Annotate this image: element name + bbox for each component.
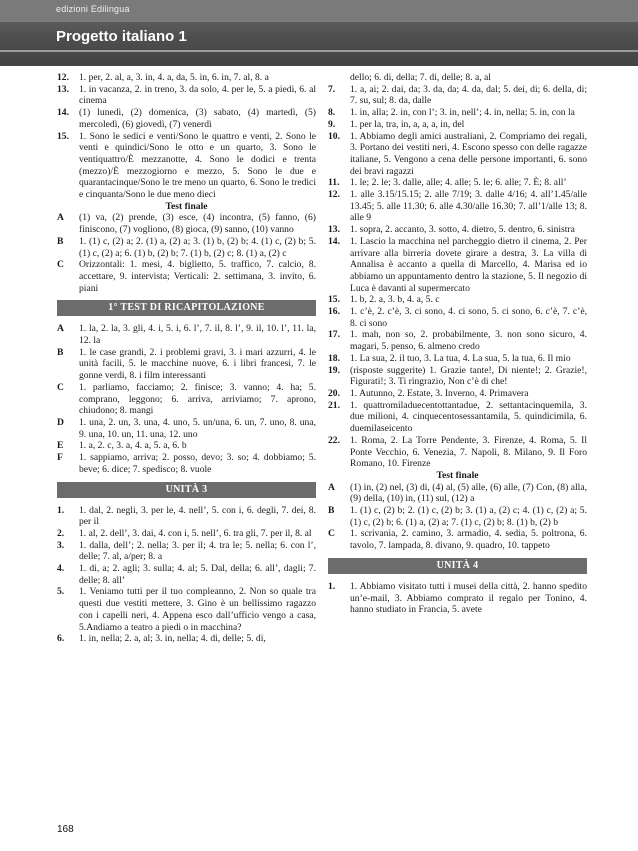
answer-item bbox=[328, 294, 587, 306]
answer-text: 1. dalla, dell’; 2. nella; 3. per il; 4. tra le; 5. nella; 6. con l’, delle; 7. al, a/per; 8. a bbox=[79, 539, 316, 563]
answer-text: 1. dal, 2. negli, 3. per le, 4. nell’, 5. con i, 6. degli, 7. dei, 8. per il bbox=[79, 504, 316, 528]
answer-item bbox=[57, 633, 316, 645]
answer-block bbox=[57, 72, 316, 201]
answer-item bbox=[328, 236, 587, 295]
answer-block bbox=[328, 72, 587, 470]
answer-number: 4. bbox=[57, 563, 65, 575]
answer-item bbox=[57, 417, 316, 440]
answer-number: A bbox=[328, 481, 335, 493]
section-banner: UNITÀ 3 bbox=[57, 482, 316, 498]
section-title: Test finale bbox=[436, 469, 479, 481]
answer-text: 1. quattromiladuecentottantadue, 2. settantacinquemila, 3. due milioni, 4. cinquecentosessantamila, 5. quindicimila, 6. duemilaseicento bbox=[350, 399, 587, 435]
answer-item bbox=[57, 84, 316, 107]
answer-number: 9. bbox=[328, 118, 336, 130]
answer-item bbox=[57, 72, 316, 84]
answer-text: 1. Lascio la macchina nel parcheggio dietro il cinema, 2. Per arrivare alla birreria dovete girare a destra, 3. La villa di Annalisa è accanto a quella di Marcello, 4. Marisa ed io abbiamo un appuntamento dentro la stazione, 5. Il negozio di Luca è davanti al supermercato bbox=[350, 235, 587, 294]
answer-item bbox=[328, 119, 587, 131]
page-header bbox=[0, 0, 638, 66]
answer-number: 1. bbox=[57, 504, 65, 516]
answer-text: 1. in, alla; 2. in, con l’; 3. in, nell’; 4. in, nella; 5. in, con la bbox=[350, 107, 575, 119]
answer-text: (risposte suggerite) 1. Grazie tante!, Di niente!; 2. Grazie!, Figurati!; 3. Ti ringrazio, Non c’è di che! bbox=[350, 364, 587, 388]
answer-number: B bbox=[57, 346, 64, 358]
answer-text: 1. parliamo, facciamo; 2. finisce; 3. vanno; 4. ha; 5. comprano, leggono; 6. arriva, arriviamo; 7. aprono, chiudono; 8. mangi bbox=[79, 381, 316, 417]
answer-item bbox=[328, 72, 587, 84]
answer-text: 1. Sono le sedici e venti/Sono le quattro e venti, 2. Sono le venti e quindici/Sono le otto e un quarto, 3. Sono le ventiquattro/È mezzanotte, 4. Sono le dodici e trenta (mezzo)/È mezzogiorno e mezzo, 5. Sono le due e quarantacinque/Sono le tre meno un quarto, 6. Sono le tredici e cinquanta/Sono le due meno dieci bbox=[79, 130, 316, 201]
answer-text: (1) va, (2) prende, (3) esce, (4) incontra, (5) fanno, (6) finiscono, (7) vogliono, (8) gioca, (9) sanno, (10) vanno bbox=[79, 212, 316, 236]
answer-text: 1. Roma, 2. La Torre Pendente, 3. Firenze, 4. Roma, 5. Il Ponte Vecchio, 6. Venezia, 7. Napoli, 8. Milano, 9. Il Foro Romano, 10. Firenze bbox=[350, 434, 587, 470]
answer-text: 1. c’è, 2. c’è, 3. ci sono, 4. ci sono, 5. ci sono, 6. c’è, 7. c’è, 8. ci sono bbox=[350, 306, 587, 329]
answer-text: 1. le case grandi, 2. i problemi gravi, 3. i mari azzurri, 4. le unità facili, 5. le macchine nuove, 6. i libri francesi, 7. le gonne verdi, 8. i film interessanti bbox=[79, 346, 316, 382]
answer-item bbox=[328, 107, 587, 119]
right-column bbox=[328, 72, 587, 616]
answer-text: (1) lunedì, (2) domenica, (3) sabato, (4) martedì, (5) mercoledì, (6) giovedì, (7) venerdì bbox=[79, 107, 316, 130]
answer-number: 15. bbox=[57, 130, 69, 142]
answer-item bbox=[57, 131, 316, 201]
answer-item bbox=[57, 212, 316, 235]
answer-text: 1. al, 2. dell’, 3. dai, 4. con i, 5. nell’, 6. tra gli, 7. per il, 8. al bbox=[79, 527, 312, 539]
answer-number: 21. bbox=[328, 399, 340, 411]
answer-number: 15. bbox=[328, 294, 340, 306]
answer-number: B bbox=[328, 505, 335, 517]
answer-number: C bbox=[57, 259, 64, 271]
answer-number: D bbox=[57, 416, 64, 428]
answer-item bbox=[328, 435, 587, 470]
answer-number: F bbox=[57, 452, 63, 464]
answer-item bbox=[57, 452, 316, 475]
answer-item bbox=[57, 107, 316, 130]
left-column bbox=[57, 72, 316, 645]
answer-number: 11. bbox=[328, 177, 340, 189]
answer-item bbox=[57, 323, 316, 346]
answer-item bbox=[328, 353, 587, 365]
answer-text: 1. alle 3.15/15.15; 2. alle 7/19; 3. dalle 4/16; 4. all’1.45/alle 13.45; 5. alle 11.30; 6. alle 4.30/alle 16.30; 7. all’1/alle 13; 8. alle 9 bbox=[350, 189, 587, 224]
answer-number: A bbox=[57, 323, 64, 335]
answer-number: 14. bbox=[328, 235, 340, 247]
answer-number: 13. bbox=[328, 224, 340, 236]
answer-item bbox=[328, 581, 587, 616]
answer-number: 5. bbox=[57, 586, 65, 598]
answer-text: Orizzontali: 1. mesi, 4. biglietto, 5. traffico, 7. calcio, 8. accettare, 9. intervista; Verticali: 2. settimana, 3. invito, 6. piani bbox=[79, 259, 316, 294]
series-title: Progetto italiano 1 bbox=[56, 28, 187, 45]
answer-number: B bbox=[57, 235, 64, 247]
answer-item bbox=[57, 440, 316, 452]
answer-text: 1. (1) c, (2) b; 2. (1) c, (2) b; 3. (1) a, (2) c; 4. (1) c, (2) a; 5. (1) c, (2) b; 6. (1) a, (2) a; 7. (1) c, (2) b; 8. (1) b, (2) b bbox=[350, 505, 587, 528]
answer-item bbox=[328, 306, 587, 329]
answer-number bbox=[328, 72, 350, 84]
answer-text: 1. b, 2. a, 3. b, 4. a, 5. c bbox=[350, 294, 440, 306]
answer-number: 1. bbox=[328, 580, 336, 592]
answer-text: 1. per, 2. al, a, 3. in, 4. a, da, 5. in, 6. in, 7. al, 8. a bbox=[79, 72, 269, 83]
answer-text: 1. per la, tra, in, a, a, a, in, del bbox=[350, 118, 465, 130]
answer-item bbox=[57, 505, 316, 528]
answer-text: 1. in vacanza, 2. in treno, 3. da solo, 4. per le, 5. a piedi, 6. al cinema bbox=[79, 83, 316, 107]
answer-number: 7. bbox=[328, 83, 336, 95]
answer-item bbox=[57, 259, 316, 294]
section-banner: UNITÀ 4 bbox=[328, 558, 587, 574]
answer-text: 1. le; 2. le; 3. dalle, alle; 4. alle; 5. le; 6. alle; 7. È; 8. all’ bbox=[350, 177, 567, 189]
answer-text: 1. Abbiamo visitato tutti i musei della città, 2. hanno spedito un’e-mail, 3. Abbiamo comprato il regalo per Tonino, 4. hanno studiato in Francia, 5. avete bbox=[350, 580, 587, 616]
answer-item bbox=[57, 382, 316, 417]
answer-block bbox=[57, 323, 316, 475]
page-number: 168 bbox=[57, 824, 74, 835]
answer-number: C bbox=[328, 528, 335, 540]
answer-block bbox=[328, 581, 587, 616]
answer-item bbox=[328, 365, 587, 388]
answer-number: 12. bbox=[57, 72, 69, 83]
answer-block bbox=[57, 212, 316, 294]
answer-text: 1. a, 2. c, 3. a, 4. a, 5. a, 6. b bbox=[79, 440, 187, 452]
answer-number: 10. bbox=[328, 130, 340, 142]
answer-item bbox=[57, 528, 316, 540]
answer-item bbox=[57, 586, 316, 633]
section-banner: 1° TEST DI RICAPITOLAZIONE bbox=[57, 300, 316, 316]
answer-number: 2. bbox=[57, 527, 65, 539]
answer-item bbox=[328, 224, 587, 236]
answer-number: 18. bbox=[328, 352, 340, 364]
answer-item bbox=[328, 400, 587, 435]
answer-number: 6. bbox=[57, 633, 65, 645]
answer-text: 1. di, a; 2. agli; 3. sulla; 4. al; 5. Dal, della; 6. all’, dagli; 7. delle; 8. all’ bbox=[79, 563, 316, 586]
answer-block bbox=[328, 482, 587, 552]
answer-text: 1. Veniamo tutti per il tuo compleanno, 2. Non so quale tra questi due vestiti mettere, 3. Gino è un bellissimo ragazzo con i capelli neri, 4. Appena esco dall’ufficio vengo a casa, 5.Andiamo a teatro a piedi o in macchina? bbox=[79, 586, 316, 633]
answer-text: 1. sappiamo, arriva; 2. posso, devo; 3. so; 4. dobbiamo; 5. beve; 6. dice; 7. spedisco; 8. vuole bbox=[79, 452, 316, 475]
answer-number: C bbox=[57, 381, 64, 393]
answer-item bbox=[328, 482, 587, 505]
answer-item bbox=[328, 505, 587, 528]
answer-number: E bbox=[57, 440, 64, 452]
answer-text: (1) in, (2) nel, (3) di, (4) al, (5) alle, (6) alle, (7) Con, (8) alla, (9) della, (10) in, (11) sul, (12) a bbox=[350, 481, 587, 505]
answer-item bbox=[328, 84, 587, 107]
answer-number: 13. bbox=[57, 83, 69, 95]
answer-item bbox=[57, 563, 316, 586]
answer-text: 1. Abbiamo degli amici australiani, 2. Compriamo dei regali, 3. Portano dei vestiti neri, 4. Escono spesso con delle ragazze italiane, 5. Vengono a cena delle persone importanti, 6. sono dei bravi ragazzi bbox=[350, 130, 587, 177]
answer-text: 1. sopra, 2. accanto, 3. sotto, 4. dietro, 5. dentro, 6. sinistra bbox=[350, 224, 575, 236]
answer-text: 1. la, 2. la, 3. gli, 4. i, 5. i, 6. l’, 7. il, 8. l’, 9. il, 10. l’, 11. la, 12. la bbox=[79, 323, 316, 347]
answer-text: 1. in, nella; 2. a, al; 3. in, nella; 4. di, delle; 5. di, bbox=[79, 633, 266, 645]
answer-number: 20. bbox=[328, 387, 340, 399]
answer-item bbox=[328, 131, 587, 178]
answer-text: 1. a, ai; 2. dai, da; 3. da, da; 4. da, dal; 5. dei, di; 6. della, di; 7. su, sul; 8. da, dalle bbox=[350, 83, 587, 107]
answer-item bbox=[328, 329, 587, 352]
answer-text: 1. Autunno, 2. Estate, 3. Inverno, 4. Primavera bbox=[350, 387, 529, 399]
answer-item bbox=[57, 540, 316, 563]
answer-number: 12. bbox=[328, 189, 340, 201]
answer-item bbox=[328, 177, 587, 189]
answer-text: 1. La sua, 2. il tuo, 3. La tua, 4. La sua, 5. la tua, 6. Il mio bbox=[350, 352, 571, 364]
answer-text: 1. mah, non so, 2. probabilmente, 3. non sono sicuro, 4. magari, 5. penso, 6. almeno credo bbox=[350, 329, 587, 353]
answer-text: 1. scrivania, 2. camino, 3. armadio, 4. sedia, 5. poltrona, 6. tavolo, 7. lampada, 8. divano, 9. quadro, 10. tappeto bbox=[350, 528, 587, 552]
header-rule bbox=[0, 50, 638, 52]
answer-number: 17. bbox=[328, 329, 340, 341]
answer-number: 22. bbox=[328, 434, 340, 446]
answer-number: 19. bbox=[328, 364, 340, 376]
answer-item bbox=[57, 347, 316, 382]
answer-text: dello; 6. di, della; 7. di, delle; 8. a, al bbox=[350, 72, 491, 83]
publisher-label: edizioni Edilingua bbox=[56, 4, 130, 14]
section-title: Test finale bbox=[165, 200, 208, 212]
answer-number: 8. bbox=[328, 107, 336, 119]
answer-text: 1. (1) c, (2) a; 2. (1) a, (2) a; 3. (1) b, (2) b; 4. (1) c, (2) b; 5. (1) c, (2) a; 6. (1) b, (2) b; 7. (1) b, (2) c; 8. (1) a, (2) c bbox=[79, 235, 316, 259]
answer-number: 14. bbox=[57, 107, 69, 119]
answer-item bbox=[328, 189, 587, 224]
answer-item bbox=[328, 528, 587, 551]
answer-number: 16. bbox=[328, 306, 340, 318]
answer-item bbox=[328, 388, 587, 400]
answer-block bbox=[57, 505, 316, 645]
answer-text: 1. una, 2. un, 3. una, 4. uno, 5. un/una, 6. un, 7. uno, 8. una, 9. una, 10. un, 11. una, 12. uno bbox=[79, 416, 316, 440]
answer-item bbox=[57, 236, 316, 259]
answer-number: A bbox=[57, 212, 64, 224]
answer-number: 3. bbox=[57, 539, 65, 551]
